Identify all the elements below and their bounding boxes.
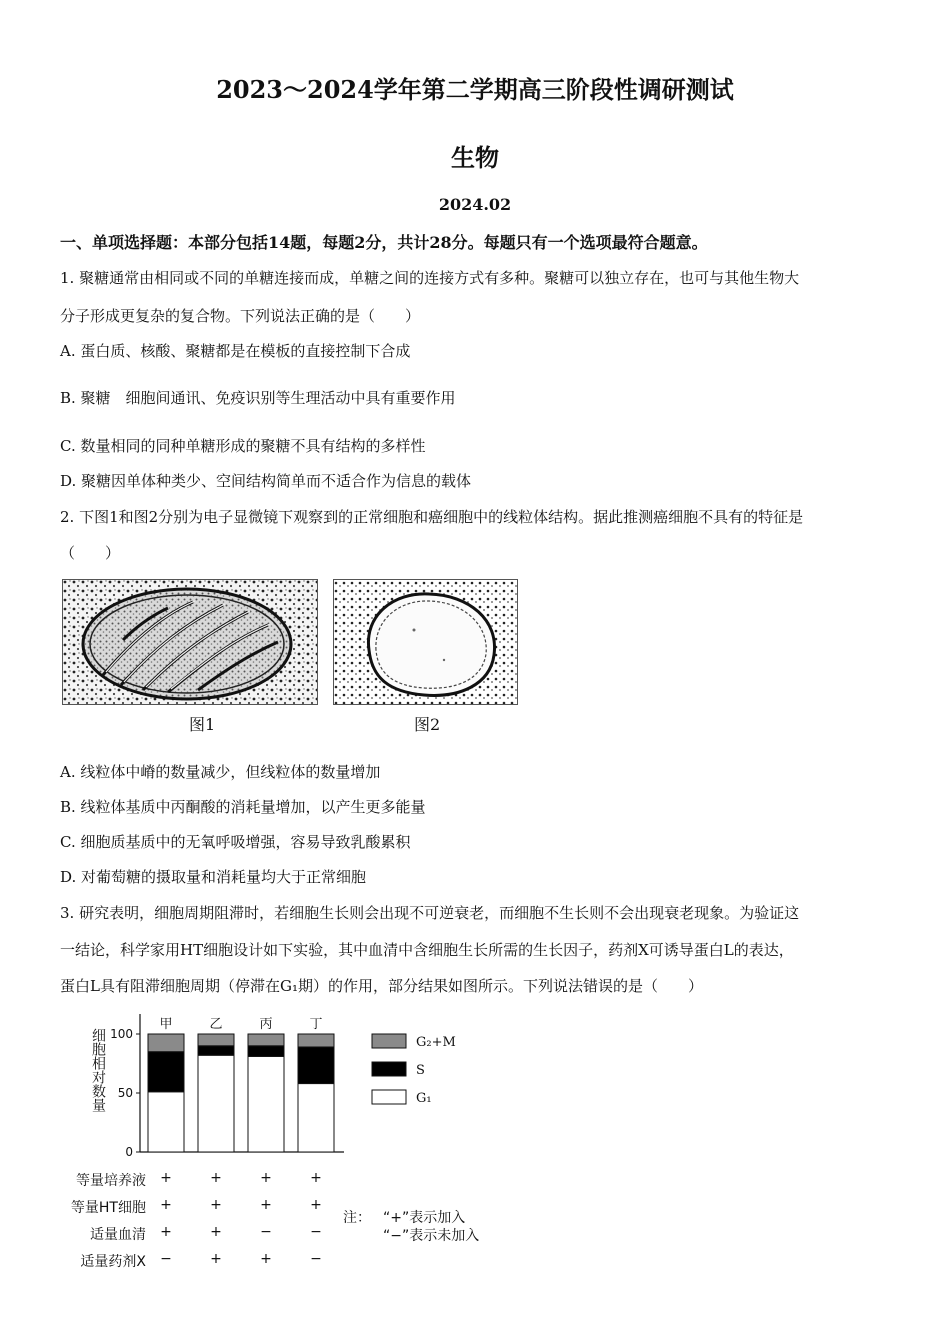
bar-segment (248, 1056, 284, 1152)
bar-segment (198, 1034, 234, 1046)
legend-label: S (416, 1063, 425, 1078)
q2-option-d: D. 对葡萄糖的摄取量和消耗量均大于正常细胞 (60, 868, 367, 886)
bar-segment (198, 1055, 234, 1152)
fig2-caption: 图2 (414, 715, 441, 734)
legend-swatch (372, 1062, 406, 1076)
q3-stem-line3: 蛋白L具有阻滞细胞周期（停滞在G₁期）的作用，部分结果如图所示。下列说法错误的是（ ） (60, 977, 703, 995)
bar-segment (298, 1034, 334, 1047)
bar-segment (148, 1052, 184, 1092)
note-prefix: 注： (343, 1210, 371, 1226)
condition-row-label: 等量HT细胞 (70, 1200, 146, 1216)
legend-label: G₁ (416, 1091, 432, 1106)
bar-segment (148, 1034, 184, 1052)
condition-cell: − (310, 1251, 322, 1267)
section-heading: 一、单项选择题：本部分包括14题，每题2分，共计28分。每题只有一个选项最符合题意。 (60, 233, 708, 252)
exam-date: 2024.02 (438, 195, 512, 214)
subject-title: 生物 (451, 143, 499, 172)
condition-cell: + (210, 1224, 222, 1240)
condition-row-label: 适量药剂X (80, 1254, 146, 1270)
condition-row-label: 等量培养液 (76, 1173, 146, 1189)
y-axis-label: 细胞相对数量 (90, 1028, 106, 1112)
condition-cell: + (210, 1251, 222, 1267)
note-plus: “+”表示加入 (383, 1210, 466, 1226)
condition-cell: + (310, 1170, 322, 1186)
q1-option-d: D. 聚糖因单体种类少、空间结构简单而不适合作为信息的载体 (60, 472, 472, 490)
condition-cell: + (210, 1170, 222, 1186)
bar-segment (198, 1046, 234, 1055)
y-tick-label: 0 (125, 1145, 133, 1159)
condition-cell: − (310, 1224, 322, 1240)
category-label: 丙 (259, 1017, 273, 1032)
micrograph-normal-mitochondrion (62, 579, 318, 705)
q3-stem-line2: 一结论，科学家用HT细胞设计如下实验，其中血清中含细胞生长所需的生长因子，药剂X可诱导蛋白L的表达， (60, 941, 794, 959)
q1-option-a: A. 蛋白质、核酸、聚糖都是在模板的直接控制下合成 (60, 342, 411, 360)
bar-segment (248, 1034, 284, 1046)
legend-label: G₂+M (416, 1035, 456, 1050)
q1-option-b: B. 聚糖 细胞间通讯、免疫识别等生理活动中具有重要作用 (60, 389, 456, 407)
q3-stem-line1: 3. 研究表明，细胞周期阻滞时，若细胞生长则会出现不可逆衰老，而细胞不生长则不会出现衰老现象。为验证这 (60, 904, 800, 922)
cell-cycle-stacked-bar-chart (60, 1010, 480, 1160)
legend-swatch (372, 1034, 406, 1048)
condition-cell: + (260, 1170, 272, 1186)
bar-segment (298, 1084, 334, 1152)
condition-cell: − (260, 1224, 272, 1240)
condition-row-label: 适量血清 (90, 1227, 146, 1243)
condition-cell: + (310, 1197, 322, 1213)
q2-stem-line2: （ ） (60, 544, 121, 562)
q2-option-a: A. 线粒体中嵴的数量减少，但线粒体的数量增加 (60, 763, 381, 781)
bar-segment (298, 1047, 334, 1084)
category-label: 丁 (309, 1017, 323, 1032)
q2-option-c: C. 细胞质基质中的无氧呼吸增强，容易导致乳酸累积 (60, 833, 411, 851)
q1-option-c: C. 数量相同的同种单糖形成的聚糖不具有结构的多样性 (60, 437, 426, 455)
legend-swatch (372, 1090, 406, 1104)
bar-segment (148, 1092, 184, 1152)
fig1-caption: 图1 (189, 715, 216, 734)
micrograph-cancer-mitochondrion (333, 579, 518, 705)
condition-cell: + (160, 1197, 172, 1213)
condition-cell: + (160, 1224, 172, 1240)
category-label: 甲 (159, 1017, 173, 1032)
q1-stem-line1: 1. 聚糖通常由相同或不同的单糖连接而成，单糖之间的连接方式有多种。聚糖可以独立存在，也可与其他生物大 (60, 269, 800, 287)
q1-stem-line2: 分子形成更复杂的复合物。下列说法正确的是（ ） (60, 307, 421, 325)
exam-title: 2023～2024学年第二学期高三阶段性调研测试 (216, 75, 734, 104)
y-tick-label: 50 (117, 1086, 133, 1100)
category-label: 乙 (209, 1017, 223, 1032)
q2-stem-line1: 2. 下图1和图2分别为电子显微镜下观察到的正常细胞和癌细胞中的线粒体结构。据此推测癌细胞不具有的特征是 (60, 508, 804, 526)
q2-option-b: B. 线粒体基质中丙酮酸的消耗量增加，以产生更多能量 (60, 798, 426, 816)
y-tick-label: 100 (110, 1027, 133, 1041)
note-minus: “−”表示未加入 (383, 1228, 480, 1244)
bar-segment (248, 1046, 284, 1057)
condition-table (60, 1170, 360, 1280)
condition-cell: − (160, 1251, 172, 1267)
condition-cell: + (160, 1170, 172, 1186)
condition-cell: + (210, 1197, 222, 1213)
condition-cell: + (260, 1251, 272, 1267)
condition-cell: + (260, 1197, 272, 1213)
